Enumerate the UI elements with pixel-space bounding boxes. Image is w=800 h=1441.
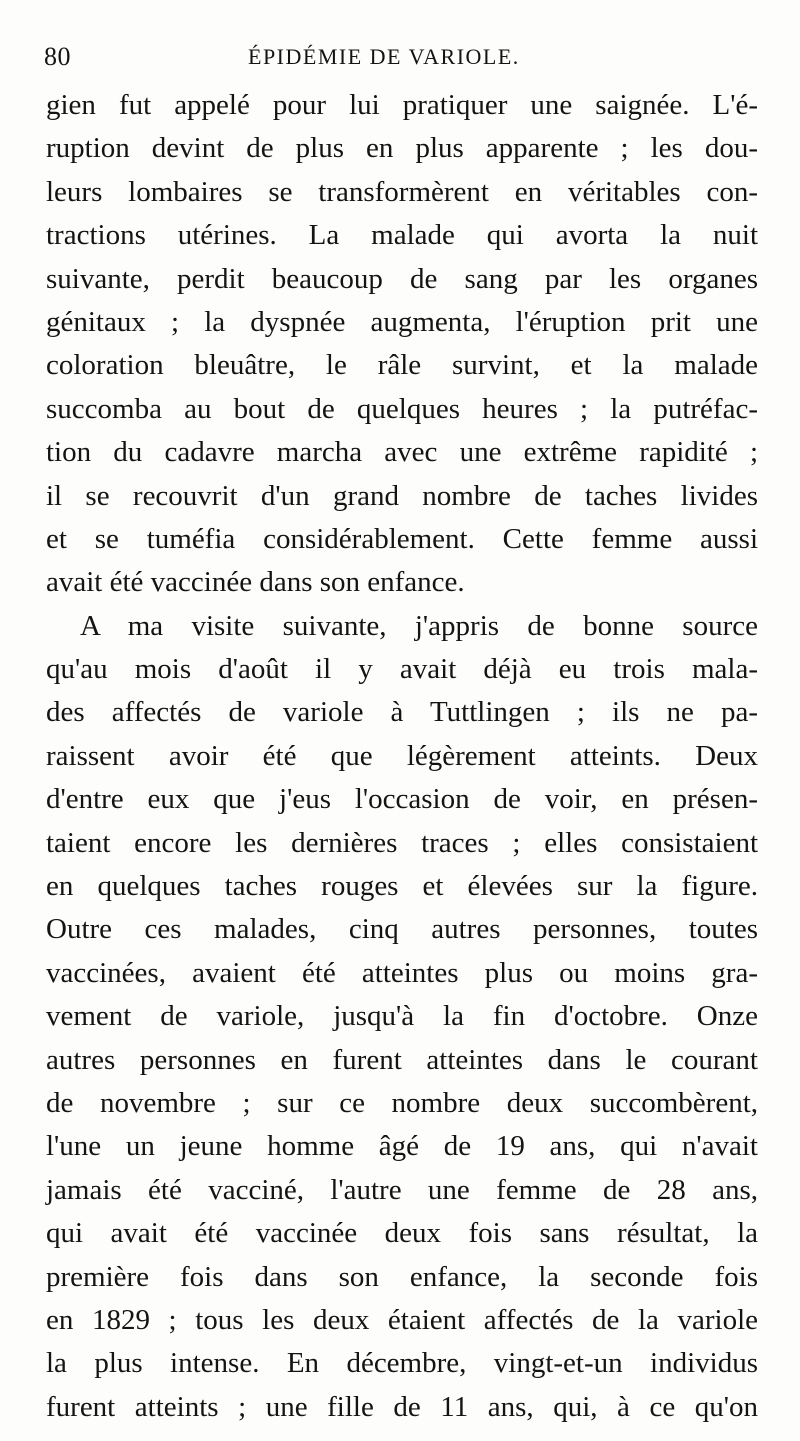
text-line: la plus intense. En décembre, vingt-et-un individus [46, 1347, 758, 1380]
text-line: il se recouvrit d'un grand nombre de taches livides [46, 479, 758, 512]
running-head: ÉPIDÉMIE DE VARIOLE. [248, 44, 520, 69]
text-line: de novembre ; sur ce nombre deux succombèrent, [46, 1086, 758, 1119]
text-line: vement de variole, jusqu'à la fin d'octobre. Onze [46, 1000, 758, 1033]
text-line: en quelques taches rouges et élevées sur la figure. [46, 870, 758, 903]
text-line: première fois dans son enfance, la seconde fois [46, 1260, 758, 1293]
text-line: furent atteints ; une fille de 11 ans, qui, à ce qu'on [46, 1390, 758, 1423]
text-line: gien fut appelé pour lui pratiquer une saignée. L'é- [46, 89, 758, 121]
page-header [44, 38, 764, 78]
page-number: 80 [44, 42, 71, 71]
text-line: succomba au bout de quelques heures ; la putréfac- [46, 392, 758, 425]
text-line: ruption devint de plus en plus apparente ; les dou- [46, 132, 758, 165]
text-line: raissent avoir été que légèrement atteints. Deux [46, 739, 758, 772]
text-line: jamais été vacciné, l'autre une femme de 28 ans, [46, 1173, 758, 1206]
text-line: tractions utérines. La malade qui avorta la nuit [46, 219, 758, 252]
text-line: tion du cadavre marcha avec une extrême rapidité ; [46, 436, 758, 469]
paragraph-start-line: A ma visite suivante, j'appris de bonne source [80, 609, 758, 642]
text-line: d'entre eux que j'eus l'occasion de voir, en présen- [46, 783, 758, 816]
text-line: autres personnes en furent atteintes dans le courant [46, 1043, 758, 1076]
text-line: vaccinées, avaient été atteintes plus ou moins gra- [46, 956, 758, 989]
text-line: en 1829 ; tous les deux étaient affectés de la variole [46, 1303, 758, 1336]
text-line: qu'au mois d'août il y avait déjà eu trois mala- [46, 653, 758, 686]
text-line: suivante, perdit beaucoup de sang par les organes [46, 262, 758, 295]
text-line: des affectés de variole à Tuttlingen ; ils ne pa- [46, 696, 758, 729]
text-line: qui avait été vaccinée deux fois sans résultat, la [46, 1217, 758, 1250]
body-text [46, 84, 758, 1429]
text-line: génitaux ; la dyspnée augmenta, l'éruption prit une [46, 305, 758, 338]
text-line: l'une un jeune homme âgé de 19 ans, qui n'avait [46, 1130, 758, 1163]
paragraph-end-line: avait été vaccinée dans son enfance. [46, 566, 465, 599]
text-line: leurs lombaires se transformèrent en véritables con- [46, 175, 758, 208]
text-line: Outre ces malades, cinq autres personnes, toutes [46, 913, 758, 946]
text-line: coloration bleuâtre, le râle survint, et la malade [46, 349, 758, 382]
text-line: et se tuméfia considérablement. Cette femme aussi [46, 522, 758, 555]
text-line: taient encore les dernières traces ; elles consistaient [46, 826, 758, 859]
